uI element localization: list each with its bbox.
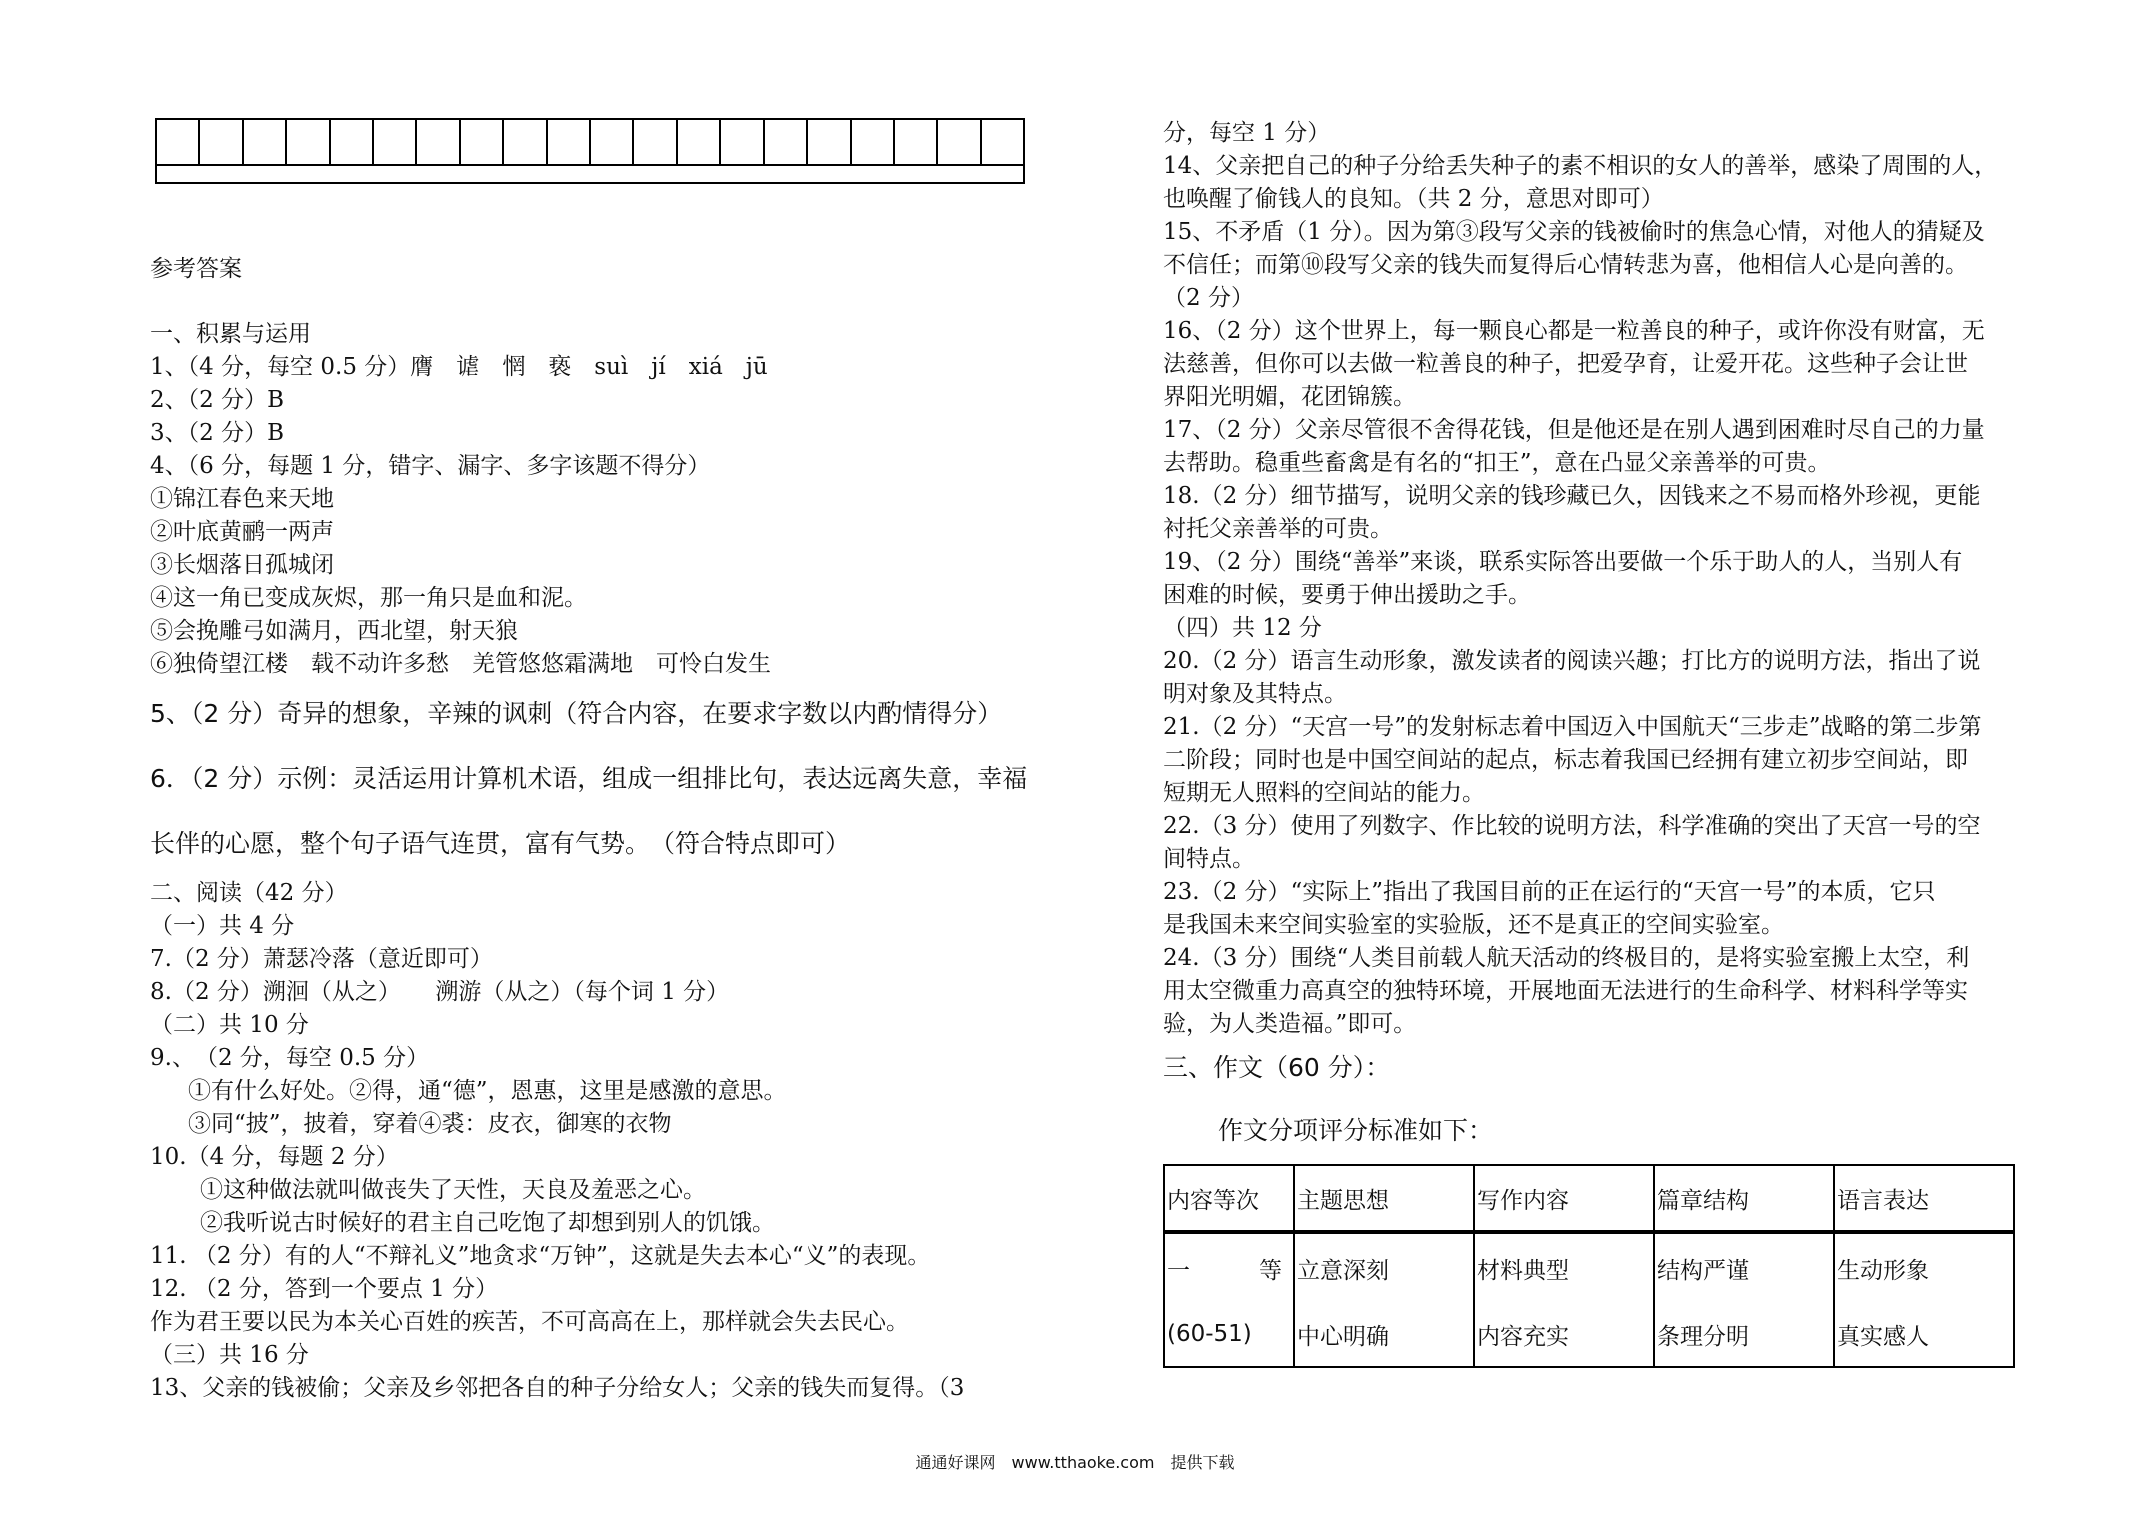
answer-line: 也唤醒了偷钱人的良知。（共 2 分，意思对即可） [1163,186,1664,212]
answer-line: 23.（2 分）“实际上”指出了我国目前的正在运行的“天宫一号”的本质，它只 [1163,879,1936,905]
subsection-heading: （一）共 4 分 [150,913,295,939]
answer-line: 作为君王要以民为本关心百姓的疾苦，不可高高在上，那样就会失去民心。 [150,1309,909,1335]
answer-line: ③长烟落日孤城闭 [150,552,334,578]
answer-grid-top [155,118,1025,166]
answer-line: 分，每空 1 分） [1163,120,1331,146]
table-cell: 材料典型 [1474,1232,1654,1302]
section-heading: 二、阅读（42 分） [150,880,348,906]
answer-line: ②我听说古时候好的君主自己吃饱了却想到别人的饥饿。 [200,1210,775,1236]
answer-line: 法慈善，但你可以去做一粒善良的种子，把爱孕育，让爱开花。这些种子会让世 [1163,351,1968,377]
table-row [1164,1232,2014,1302]
answer-line: 4、（6 分，每题 1 分，错字、漏字、多字该题不得分） [150,453,711,479]
answer-line: 明对象及其特点。 [1163,681,1347,707]
answer-line: 2、（2 分）B [150,387,284,413]
answer-line: ④这一角已变成灰烬，那一角只是血和泥。 [150,585,587,611]
subsection-heading: （三）共 16 分 [150,1342,309,1368]
answer-line: 11. （2 分）有的人“不辩礼义”地贪求“万钟”，这就是失去本心“义”的表现。 [150,1243,931,1269]
table-row [1164,1302,2014,1367]
table-header-cell: 写作内容 [1474,1165,1654,1232]
answer-line: 间特点。 [1163,846,1255,872]
answer-line: 用太空微重力高真空的独特环境，开展地面无法进行的生命科学、材料科学等实 [1163,978,1968,1004]
table-cell: 内容充实 [1474,1302,1654,1367]
answer-line: 长伴的心愿，整个句子语气连贯，富有气势。 （符合特点即可） [150,829,851,858]
answer-line: ①这种做法就叫做丧失了天性，天良及羞恶之心。 [200,1177,706,1203]
table-cell: 结构严谨 [1654,1232,1834,1302]
answer-line: 8.（2 分）溯洄（从之） 溯游（从之）（每个词 1 分） [150,979,730,1005]
section-heading: 三、作文（60 分）： [1163,1053,1391,1082]
answer-line: 短期无人照料的空间站的能力。 [1163,780,1485,806]
table-header-cell: 语言表达 [1834,1165,2014,1232]
scoring-table [1163,1164,2015,1368]
answer-line: 16、（2 分）这个世界上，每一颗良心都是一粒善良的种子，或许你没有财富，无 [1163,318,1985,344]
answer-line: 5、（2 分）奇异的想象，辛辣的讽刺（符合内容，在要求字数以内酌情得分） [150,699,1003,728]
answer-line: 去帮助。稳重些畜禽是有名的“扣王”，意在凸显父亲善举的可贵。 [1163,450,1831,476]
table-header-row [1164,1165,2014,1232]
table-header-cell: 主题思想 [1294,1165,1474,1232]
table-cell: 生动形象 [1834,1232,2014,1302]
answer-grid-bottom [155,166,1025,184]
answer-line: ①锦江春色来天地 [150,486,334,512]
table-header-cell: 篇章结构 [1654,1165,1834,1232]
answer-title: 参考答案 [150,256,242,282]
answer-line: ②叶底黄鹂一两声 [150,519,334,545]
answer-line: （2 分） [1163,285,1254,311]
answer-line: 3、（2 分）B [150,420,284,446]
table-cell: 一 等 [1164,1232,1294,1302]
page-footer: 通通好课网 www.tthaoke.com 提供下载 [915,1453,1235,1472]
answer-line: 20.（2 分）语言生动形象，激发读者的阅读兴趣；打比方的说明方法，指出了说 [1163,648,1981,674]
table-cell: 真实感人 [1834,1302,2014,1367]
answer-line: 22.（3 分）使用了列数字、作比较的说明方法，科学准确的突出了天宫一号的空 [1163,813,1981,839]
table-cell: (60-51) [1164,1302,1294,1367]
answer-line: 界阳光明媚，花团锦簇。 [1163,384,1416,410]
answer-line: 10.（4 分，每题 2 分） [150,1144,399,1170]
table-cell: 条理分明 [1654,1302,1834,1367]
answer-line: 衬托父亲善举的可贵。 [1163,516,1393,542]
answer-line: 7.（2 分）萧瑟冷落（意近即可） [150,946,493,972]
answer-line: ⑤会挽雕弓如满月，西北望，射天狼 [150,618,518,644]
answer-line: 二阶段；同时也是中国空间站的起点，标志着我国已经拥有建立初步空间站，即 [1163,747,1968,773]
answer-line: ①有什么好处。②得，通“德”，恩惠，这里是感激的意思。 [188,1078,787,1104]
answer-line: ③同“披”，披着，穿着④裘：皮衣，御寒的衣物 [188,1111,672,1137]
subsection-heading: （四）共 12 分 [1163,615,1322,641]
subsection-heading: （二）共 10 分 [150,1012,309,1038]
table-cell: 立意深刻 [1294,1232,1474,1302]
answer-line: 6．（2 分）示例：灵活运用计算机术语，组成一组排比句，表达远离失意，幸福 [150,764,1028,793]
answer-line: 验，为人类造福。”即可。 [1163,1011,1417,1037]
table-cell: 中心明确 [1294,1302,1474,1367]
answer-line: 17、（2 分）父亲尽管很不舍得花钱，但是他还是在别人遇到困难时尽自己的力量 [1163,417,1985,443]
table-caption: 作文分项评分标准如下： [1218,1116,1494,1145]
answer-line: 21.（2 分）“天宫一号”的发射标志着中国迈入中国航天“三步走”战略的第二步第 [1163,714,1982,740]
answer-line: 14、父亲把自己的种子分给丢失种子的素不相识的女人的善举，感染了周围的人， [1163,153,1998,179]
answer-line: 13、父亲的钱被偷；父亲及乡邻把各自的种子分给女人；父亲的钱失而复得。（3 [150,1375,965,1401]
answer-line: 9.、 （2 分，每空 0.5 分） [150,1045,430,1071]
answer-line: 12. （2 分，答到一个要点 1 分） [150,1276,499,1302]
table-header-cell: 内容等次 [1164,1165,1294,1232]
answer-line: 24.（3 分）围绕“人类目前载人航天活动的终极目的，是将实验室搬上太空，利 [1163,945,1970,971]
answer-line: 困难的时候，要勇于伸出援助之手。 [1163,582,1531,608]
section-heading: 一、积累与运用 [150,321,311,347]
answer-line: 1、（4 分，每空 0.5 分）膺 谑 惘 亵 suì jí xiá jū [150,354,768,380]
answer-line: ⑥独倚望江楼 载不动许多愁 羌管悠悠霜满地 可怜白发生 [150,651,771,677]
answer-line: 18.（2 分）细节描写，说明父亲的钱珍藏已久，因钱来之不易而格外珍视，更能 [1163,483,1981,509]
answer-line: 19、（2 分）围绕“善举”来谈，联系实际答出要做一个乐于助人的人，当别人有 [1163,549,1963,575]
answer-line: 15、不矛盾（1 分）。因为第③段写父亲的钱被偷时的焦急心情，对他人的猜疑及 [1163,219,1985,245]
answer-line: 是我国未来空间实验室的实验版，还不是真正的空间实验室。 [1163,912,1784,938]
answer-line: 不信任；而第⑩段写父亲的钱失而复得后心情转悲为喜，他相信人心是向善的。 [1163,252,1968,278]
